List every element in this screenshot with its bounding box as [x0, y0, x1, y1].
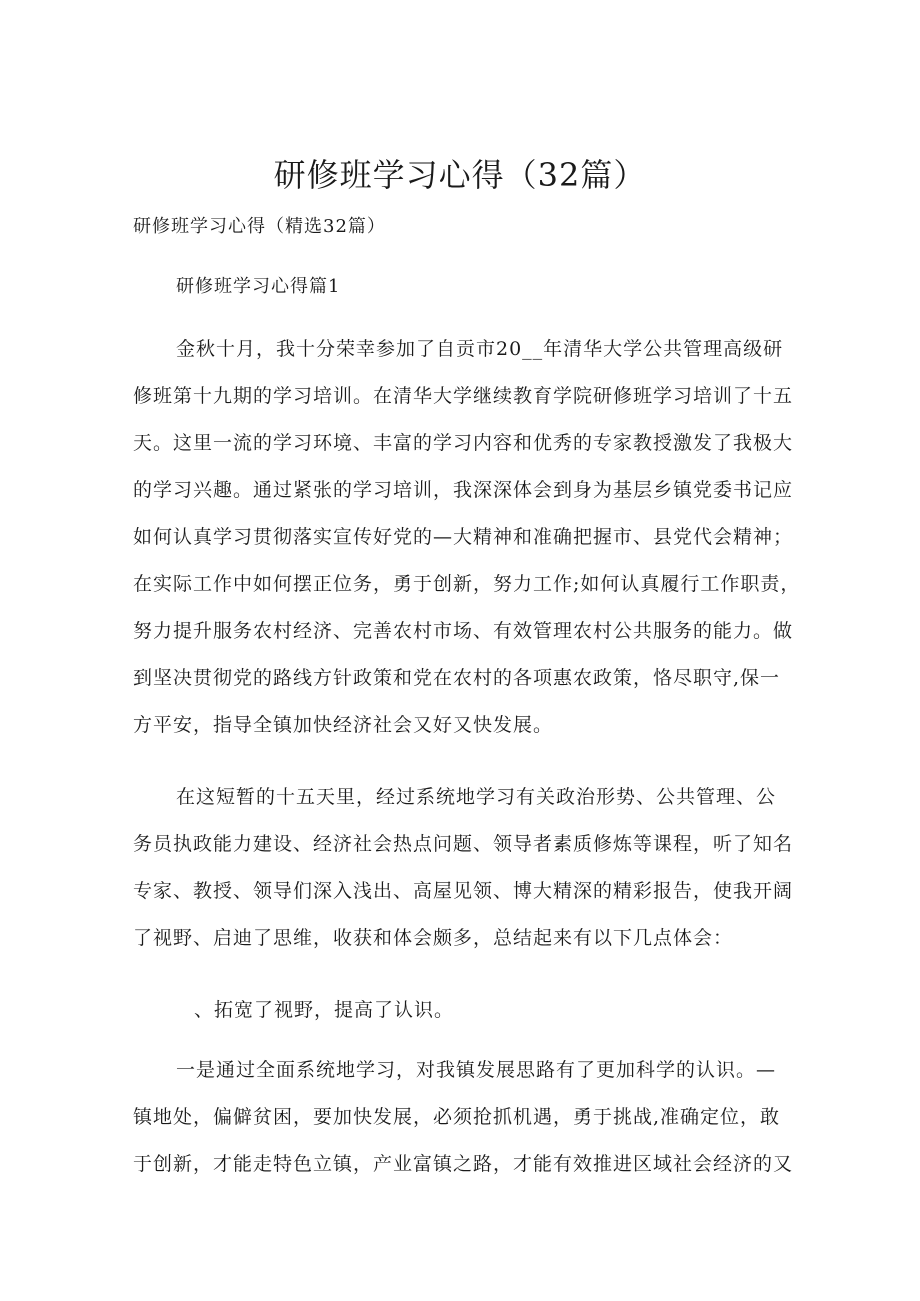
paragraph-1-line: 在实际工作中如何摆正位务，勇于创新，努力工作;如何认真履行工作职责，: [133, 573, 801, 595]
paragraph-1-line: 如何认真学习贯彻落实宣传好党的—大精神和准确把握市、县党代会精神；: [133, 526, 794, 548]
document-title: 研修班学习心得（32篇）: [273, 156, 647, 194]
document-subtitle: 研修班学习心得（精选32篇）: [133, 216, 386, 237]
paragraph-1-line: 修班第十九期的学习培训。在清华大学继续教育学院研修班学习培训了十五: [133, 385, 794, 407]
point-heading: 、拓宽了视野，提高了认识。: [194, 999, 455, 1021]
paragraph-1-line: 的学习兴趣。通过紧张的学习培训，我深深体会到身为基层乡镇党委书记应: [133, 479, 794, 501]
paragraph-2-line: 专家、教授、领导们深入浅出、高屋见领、博大精深的精彩报告，使我开阔: [133, 880, 794, 902]
paragraph-3-line: 镇地处，偏僻贫困，要加快发展，必须抢抓机遇，勇于挑战,准确定位，敢: [133, 1106, 781, 1128]
paragraph-3-line: 于创新，才能走特色立镇，产业富镇之路，才能有效推进区域社会经济的又: [133, 1153, 794, 1175]
paragraph-1-line: 努力提升服务农村经济、完善农村市场、有效管理农村公共服务的能力。做: [133, 620, 794, 642]
paragraph-1-line: 金秋十月，我十分荣幸参加了自贡市20__年清华大学公共管理高级研: [176, 338, 784, 360]
paragraph-3-line: 一是通过全面系统地学习，对我镇发展思路有了更加科学的认识。—: [176, 1059, 777, 1081]
paragraph-1-line: 天。这里一流的学习环境、丰富的学习内容和优秀的专家教授激发了我极大: [133, 432, 794, 454]
section-heading: 研修班学习心得篇1: [176, 276, 341, 297]
paragraph-2-line: 了视野、启迪了思维，收获和体会颇多，总结起来有以下几点体会：: [133, 927, 734, 949]
paragraph-1-line: 到坚决贯彻党的路线方针政策和党在农村的各项惠农政策，恪尽职守,保一: [133, 667, 781, 689]
paragraph-1-line: 方平安，指导全镇加快经济社会又好又快发展。: [133, 714, 554, 736]
paragraph-2-line: 在这短暂的十五天里，经过系统地学习有关政治形势、公共管理、公: [176, 786, 777, 808]
paragraph-2-line: 务员执政能力建设、经济社会热点问题、领导者素质修炼等课程，听了知名: [133, 833, 794, 855]
